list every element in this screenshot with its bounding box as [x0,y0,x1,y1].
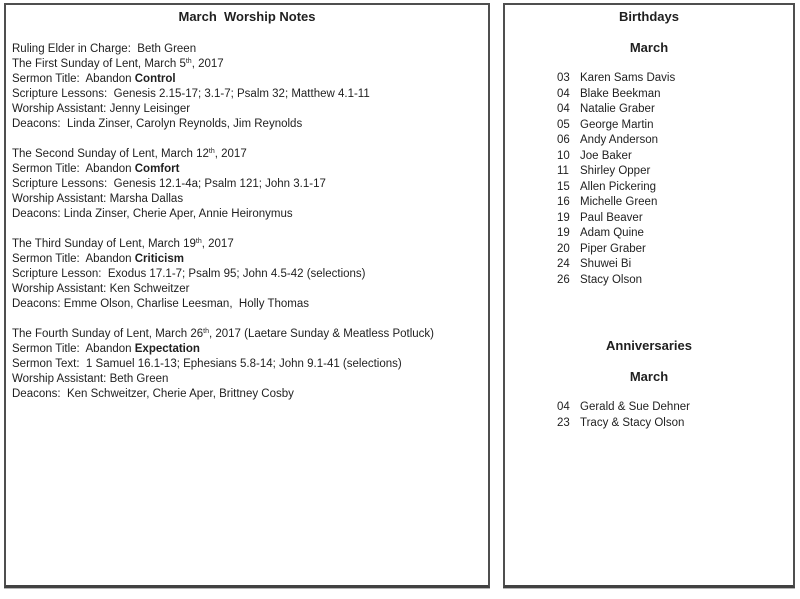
event-name: Stacy Olson [580,273,642,286]
worship-line [12,327,482,342]
event-day: 06 [557,134,570,146]
text-segment: Ruling Elder in Charge: Beth Green [12,43,197,55]
birthday-row [557,87,787,103]
text-segment: Deacons: Linda Zinser, Carolyn Reynolds, Jim Reynolds [12,118,303,130]
birthday-row [557,211,787,227]
event-day: 03 [557,72,570,84]
ordinal-superscript: th [208,148,215,155]
event-day: 20 [557,242,570,255]
event-day: 23 [557,416,570,429]
worship-line [12,192,482,207]
sermon-keyword: Criticism [134,253,184,265]
event-day: 19 [557,211,570,224]
event-name: Shuwei Bi [580,258,632,270]
worship-line [12,207,482,222]
event-day: 11 [557,165,569,177]
birthdays-month: March [629,40,669,55]
event-name: Allen Pickering [580,180,657,193]
worship-line [12,252,482,267]
event-name: Adam Quine [580,227,644,239]
text-segment: Deacons: Emme Olson, Charlise Leesman, Holly Thomas [12,298,309,310]
worship-line [12,42,482,57]
birthday-row [557,242,787,258]
worship-line [12,267,482,282]
sermon-keyword: Comfort [134,163,180,175]
birthday-row [557,164,787,180]
birthday-list [511,71,787,288]
text-segment: Deacons: Ken Schweitzer, Cherie Aper, Brittney Cosby [12,388,294,400]
text-segment: Deacons: Linda Zinser, Cherie Aper, Annie Heironymus [12,208,293,220]
text-segment: Worship Assistant: Jenny Leisinger [12,103,191,115]
birthday-row [557,133,787,149]
event-name: Gerald & Sue Dehner [580,401,690,413]
text-segment: Sermon Title: Abandon [12,73,135,85]
text-segment: , 2017 [201,238,234,250]
text-segment: , 2017 (Laetare Sunday & Meatless Potluck) [208,328,434,340]
event-name: Blake Beekman [580,87,661,100]
ordinal-superscript: th [203,328,209,335]
text-segment: Sermon Title: Abandon [12,163,135,175]
anniversary-list [511,400,787,431]
events-panel [503,3,795,588]
text-segment: The Third Sunday of Lent, March 19 [12,238,196,250]
worship-line [12,102,482,117]
event-day: 16 [557,196,570,208]
ordinal-superscript: th [185,58,192,65]
birthday-row [557,257,787,273]
event-day: 26 [557,273,570,286]
text-segment: Sermon Title: Abandon [12,343,135,355]
worship-section [12,327,482,402]
worship-section [12,147,482,222]
worship-notes-panel [4,3,490,588]
text-segment: Worship Assistant: Beth Green [12,373,169,385]
birthday-row [557,71,787,87]
text-segment: Scripture Lessons: Genesis 12.1-4a; Psalm 121; John 3.1-17 [12,178,326,190]
event-day: 04 [557,401,570,413]
birthday-row [557,180,787,196]
worship-notes-title: March Worship Notes [178,9,316,24]
worship-line [12,357,482,372]
text-segment: The First Sunday of Lent, March 5 [12,58,186,70]
sermon-keyword: Control [134,73,176,85]
text-segment: Sermon Title: Abandon [12,253,135,265]
text-segment: The Fourth Sunday of Lent, March 26 [12,328,204,340]
event-day: 19 [557,227,570,239]
text-segment: Worship Assistant: Marsha Dallas [12,193,184,205]
worship-sections [12,42,482,402]
worship-section [12,237,482,312]
ordinal-superscript: th [195,238,202,245]
worship-line [12,282,482,297]
text-segment: , 2017 [214,148,247,160]
worship-line [12,372,482,387]
worship-line [12,147,482,162]
event-day: 24 [557,258,570,270]
text-segment: , 2017 [191,58,224,70]
event-name: Tracy & Stacy Olson [580,416,685,429]
worship-line [12,342,482,357]
anniversary-row [557,400,787,416]
worship-line [12,177,482,192]
event-name: Piper Graber [580,242,646,255]
text-segment: The Second Sunday of Lent, March 12 [12,148,209,160]
event-name: George Martin [580,118,654,131]
event-name: Natalie Graber [580,103,655,115]
event-day: 04 [557,87,570,100]
event-name: Michelle Green [580,196,658,208]
worship-section [12,42,482,132]
anniversaries-month: March [629,369,669,384]
birthdays-title: Birthdays [619,9,679,24]
event-name: Joe Baker [580,149,632,162]
event-name: Paul Beaver [580,211,643,224]
worship-line [12,72,482,87]
anniversaries-title: Anniversaries [606,338,692,353]
event-name: Shirley Opper [580,165,651,177]
event-name: Andy Anderson [580,134,659,146]
text-segment: Scripture Lesson: Exodus 17.1-7; Psalm 95; John 4.5-42 (selections) [12,268,366,280]
worship-line [12,57,482,72]
worship-line [12,237,482,252]
event-day: 04 [557,103,570,115]
birthday-row [557,149,787,165]
text-segment: Scripture Lessons: Genesis 2.15-17; 3.1-7; Psalm 32; Matthew 4.1-11 [12,88,370,100]
sermon-keyword: Expectation [134,343,200,355]
birthday-row [557,195,787,211]
birthday-row [557,102,787,118]
worship-line [12,297,482,312]
event-day: 10 [557,149,570,162]
worship-line [12,87,482,102]
birthday-row [557,273,787,289]
anniversary-row [557,416,787,432]
text-segment: Sermon Text: 1 Samuel 16.1-13; Ephesians 5.8-14; John 9.1-41 (selections) [12,358,402,370]
event-day: 05 [557,118,570,131]
birthday-row [557,226,787,242]
worship-line [12,117,482,132]
text-segment: Worship Assistant: Ken Schweitzer [12,283,190,295]
worship-line [12,162,482,177]
event-name: Karen Sams Davis [580,72,676,84]
birthday-row [557,118,787,134]
worship-line [12,387,482,402]
event-day: 15 [557,180,570,193]
